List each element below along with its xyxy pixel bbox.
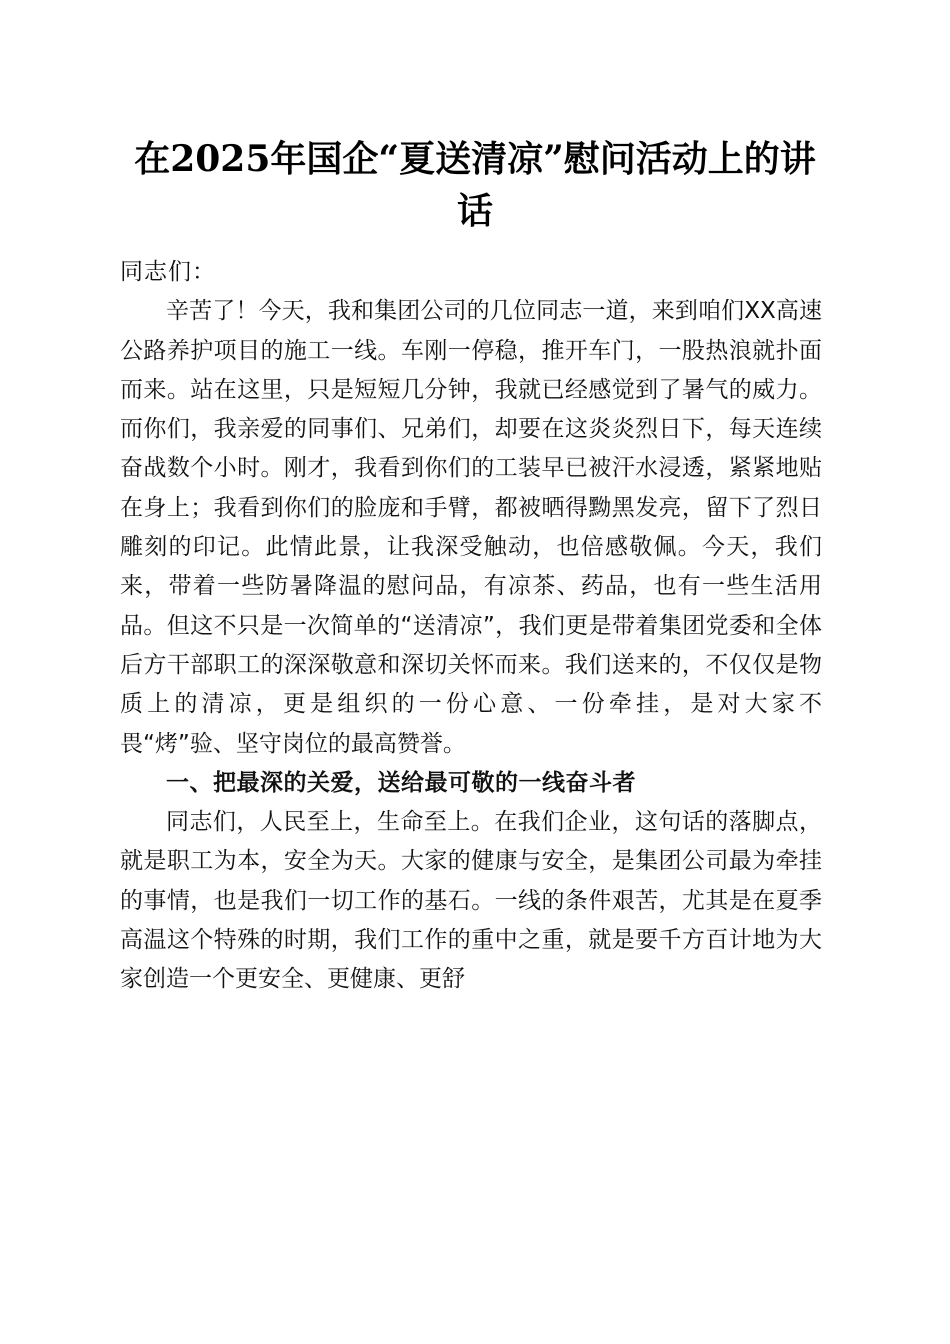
section-heading: 一、把最深的关爱，送给最可敬的一线奋斗者 <box>166 769 636 796</box>
paragraph-opening: 辛苦了！今天，我和集团公司的几位同志一道，来到咱们XX高速公路养护项目的施工一线。车刚一停稳，推开车门，一股热浪就扑面而来。站在这里，只是短短几分钟，我就已经感觉到了暑气的威力。而你们，我亲爱的同事们、兄弟们，却要在这炎炎烈日下，每天连续奋战数个小时。刚才，我看到你们的工装早已被汗水浸透，紧紧地贴在身上；我看到你们的脸庞和手臂，都被晒得黝黑发亮，留下了烈日雕刻的印记。此情此景，让我深受触动，也倍感敬佩。今天，我们来，带着一些防暑降温的慰问品，有凉茶、药品，也有一些生活用品。但这不只是一次简单的“送清凉”，我们更是带着集团党委和全体后方干部职工的深深敬意和深切关怀而来。我们送来的，不仅仅是物质上的清凉，更是组织的一份心意、一份牵挂，是对大家不畏“烤”验、坚守岗位的最高赞誉。 <box>120 298 822 757</box>
paragraph-section-1: 同志们，人民至上，生命至上。在我们企业，这句话的落脚点，就是职工为本，安全为天。大家的健康与安全，是集团公司最为牵挂的事情，也是我们一切工作的基石。一线的条件艰苦，尤其是在夏季高温这个特殊的时期，我们工作的重中之重，就是要千方百计地为大家创造一个更安全、更健康、更舒 <box>120 809 822 993</box>
document-body <box>120 253 822 1000</box>
document-title: 在2025年国企“夏送清凉”慰问活动上的讲话 <box>134 138 816 232</box>
salutation: 同志们： <box>120 259 216 285</box>
